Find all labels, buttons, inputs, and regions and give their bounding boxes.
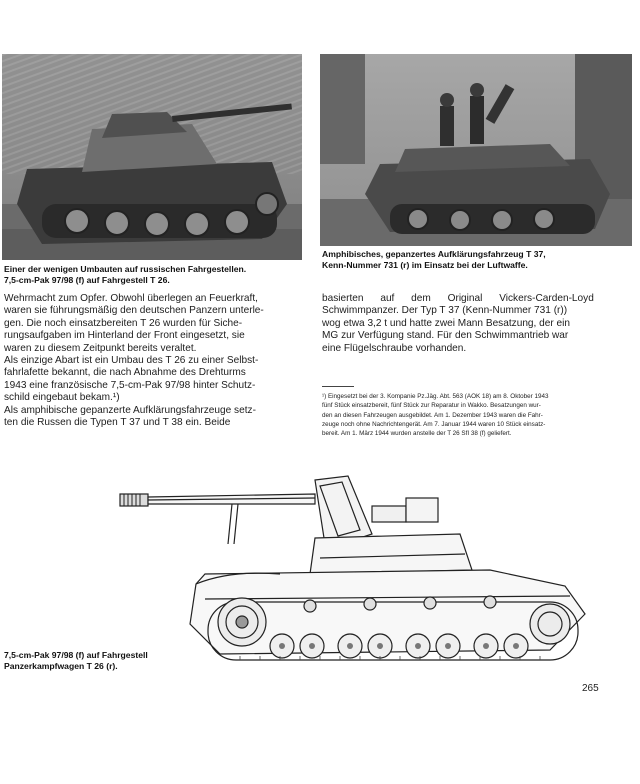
text-line: Als einzige Abart ist ein Umbau des T 26 zu einer Selbst- [4,355,259,367]
text-line: Schwimmpanzer. Der Typ T 37 (Kenn-Nummer 731 (r)) [322,305,568,317]
photo-pak-t26 [2,54,302,260]
caption-line: Amphibisches, gepanzertes Aufklärungsfahrzeug T 37, [322,249,546,259]
caption-line: 7,5-cm-Pak 97/98 (f) auf Fahrgestell [4,650,148,660]
text-line: basierten auf dem Original Vickers-Carden-Loyd [322,293,594,304]
text-line: Als amphibische gepanzerte Aufklärungsfahrzeuge setz- [4,404,256,416]
text-line: wog etwa 3,2 t und hatte zwei Mann Besatzung, der ein [322,317,571,329]
caption-line: Panzerkampfwagen T 26 (r). [4,661,118,672]
photo-right-caption [322,249,634,271]
text-line: 1943 eine französische 7,5-cm-Pak 97/98 hinter Schutz- [4,379,256,391]
left-text-column [4,293,308,429]
photo-amphibious-t37 [320,54,632,246]
text-line: waren zu diesem Zeitpunkt bereits veraltet. [4,342,197,354]
text-line: fahrlafette bekannt, die nach Abnahme des Drehturms [4,367,246,379]
caption-line: Kenn-Nummer 731 (r) im Einsatz bei der Luftwaffe. [322,260,528,271]
text-line: eine Flügelschraube vorhanden. [322,342,467,354]
right-text-column [322,293,622,355]
photo-left-caption [4,264,304,286]
footnote-separator [322,386,354,387]
text-line: gen. Die noch einsatzbereiten T 26 wurden für Siche- [4,317,243,329]
footnote [322,392,622,438]
text-line: rungsaufgaben im Hinterland der Front eingesetzt, sie [4,330,245,342]
text-line: waren sie führungsmäßig den deutschen Panzern unterle- [4,305,264,317]
caption-line: 7,5-cm-Pak 97/98 (f) auf Fahrgestell T 26. [4,275,170,286]
footnote-line: ¹) Eingesetzt bei der 3. Kompanie Pz.Jäg. Abt. 563 (AOK 18) am 8. Oktober 1943 [322,393,549,400]
text-line: ten die Russen die Typen T 37 und T 38 ein. Beide [4,417,231,429]
footnote-line: bereit. Am 1. März 1944 wurden anstelle der T 26 SfI 38 (f) geliefert. [322,430,512,438]
caption-line: Einer der wenigen Umbauten auf russischen Fahrgestellen. [4,264,247,274]
footnote-line: zeuge noch ohne Nachrichtengerät. Am 7. Januar 1944 waren 10 Stück einsatz- [322,420,546,428]
page-number: 265 [582,683,599,694]
text-line: MG zur Verfügung stand. Für den Schwimmantrieb war [322,330,569,342]
footnote-line: fünf Stück einsatzbereit, fünf Stück zur Reparatur in Wakko. Besatzungen wur- [322,402,541,410]
text-line: Wehrmacht zum Opfer. Obwohl überlegen an Feuerkraft, [4,293,258,304]
technical-drawing [110,474,610,674]
text-line: schild eingebaut bekam.¹) [4,392,120,404]
footnote-line: den an diesen Fahrzeugen ausgebildet. Am 1. Dezember 1943 waren die Fahr- [322,411,543,419]
drawing-caption [4,650,264,673]
